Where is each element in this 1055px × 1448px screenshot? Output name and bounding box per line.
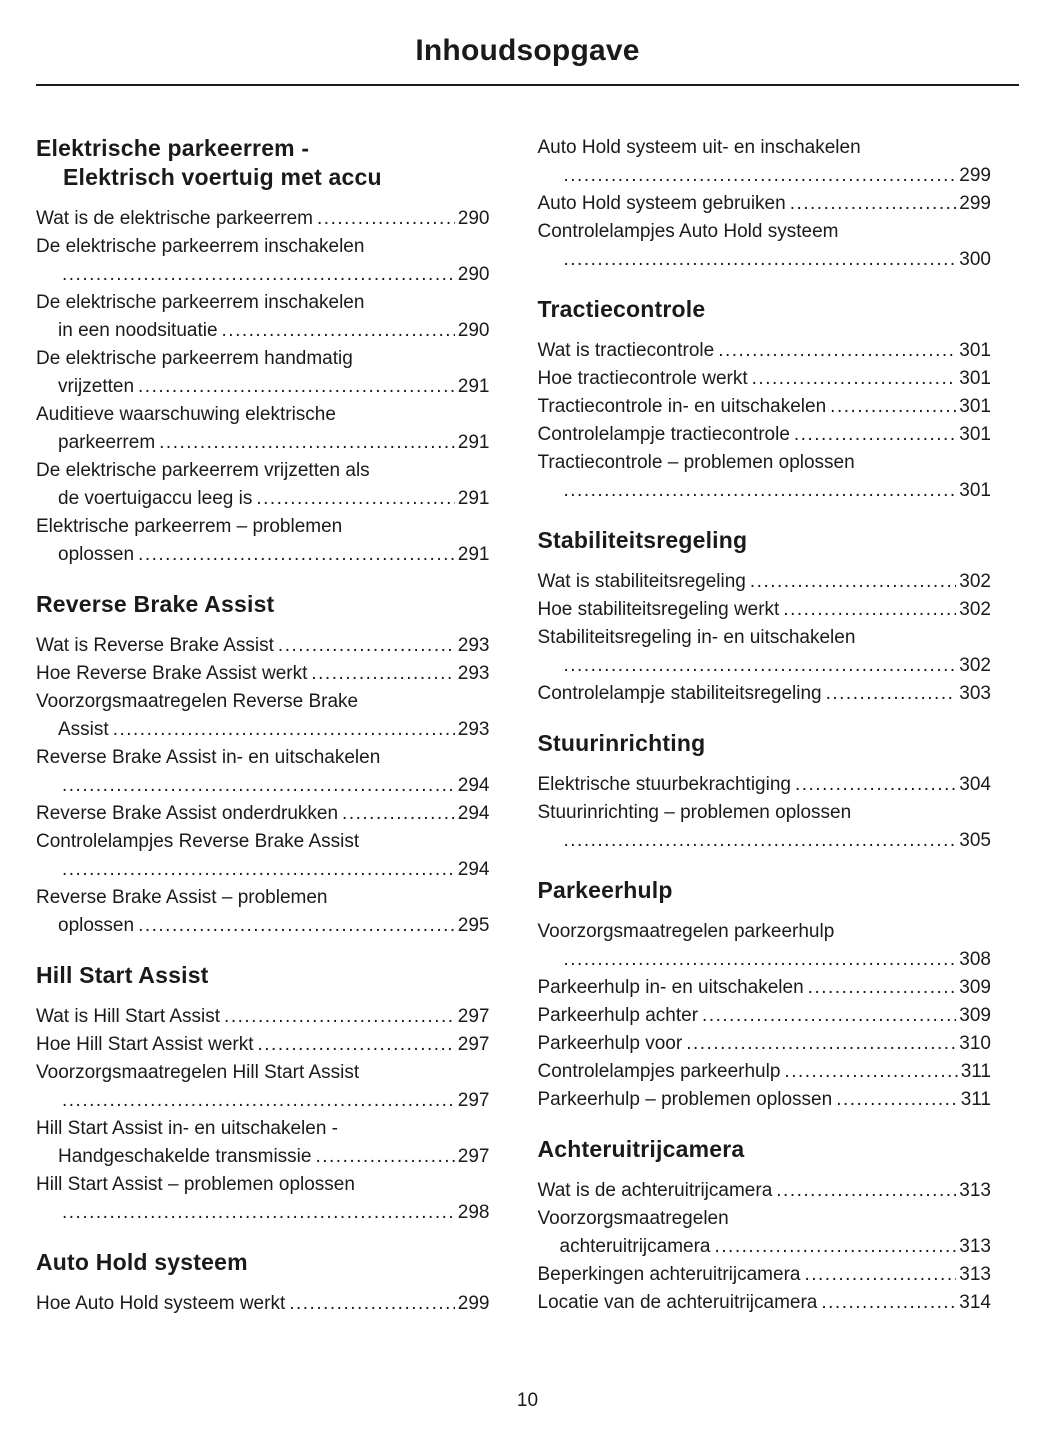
toc-entry-text: Reverse Brake Assist – problemen: [36, 887, 328, 908]
toc-entry-text: Locatie van de achteruitrijcamera: [537, 1292, 818, 1313]
leader-dots: [224, 1003, 455, 1031]
toc-entry: [538, 1177, 992, 1205]
toc-entry-text: achteruitrijcamera: [559, 1236, 711, 1257]
leader-dots: [804, 1261, 956, 1289]
leader-dots: [795, 771, 956, 799]
toc-entry-text: Voorzorgsmaatregelen parkeerhulp: [537, 921, 835, 942]
page-ref: 301: [959, 396, 991, 417]
toc-entry: [36, 688, 490, 744]
page-ref: 303: [959, 683, 991, 704]
toc-entry-leader: [36, 373, 490, 401]
leader-dots: [564, 827, 957, 855]
title-divider: [36, 84, 1019, 86]
toc-entry: [36, 884, 490, 940]
toc-entry: [538, 680, 992, 708]
leader-dots: [564, 652, 957, 680]
toc-entry-text: oplossen: [58, 544, 135, 565]
toc-entry-leader: [36, 772, 490, 800]
toc-entry: [538, 1058, 992, 1086]
toc-entry: [538, 771, 992, 799]
toc-entry-text: Auto Hold systeem gebruiken: [537, 193, 786, 214]
toc-entry-leader: [36, 1290, 490, 1318]
toc-entry: [36, 401, 490, 457]
leader-dots: [790, 190, 957, 218]
leader-dots: [113, 716, 455, 744]
toc-entry: [36, 289, 490, 345]
toc-entry-leader: [36, 1087, 490, 1115]
toc-entry-leader: [36, 716, 490, 744]
page-ref: 302: [959, 571, 991, 592]
toc-entry-leader: [36, 912, 490, 940]
toc-entry-leader: [36, 1143, 490, 1171]
toc-entry-leader: [36, 261, 490, 289]
toc-entry: [538, 421, 992, 449]
section-heading: Tractiecontrole: [537, 296, 706, 322]
leader-dots: [62, 1199, 455, 1227]
leader-dots: [62, 1087, 455, 1115]
toc-section: [36, 961, 490, 1227]
toc-section: [538, 1135, 992, 1317]
toc-entry-text: Wat is Hill Start Assist: [36, 1006, 221, 1027]
toc-entry-text: Controlelampjes Reverse Brake Assist: [36, 831, 360, 852]
leader-dots: [159, 429, 455, 457]
page-ref: 297: [457, 1034, 490, 1055]
page-ref: 305: [959, 830, 991, 851]
toc-entry: [36, 1171, 490, 1227]
toc-entry-leader: [538, 393, 992, 421]
toc-entry-leader: [538, 190, 992, 218]
toc-entry-text: Wat is de achteruitrijcamera: [537, 1180, 773, 1201]
leader-dots: [289, 1290, 455, 1318]
toc-entry-text: Tractiecontrole in- en uitschakelen: [537, 396, 827, 417]
toc-entry: [36, 660, 490, 688]
toc-column-left: [36, 134, 490, 1318]
toc-entry: [36, 1059, 490, 1115]
leader-dots: [138, 541, 455, 569]
toc-entry: [538, 365, 992, 393]
toc-entry-text: Voorzorgsmaatregelen Hill Start Assist: [36, 1062, 360, 1083]
toc-entry: [36, 828, 490, 884]
toc-entry: [36, 457, 490, 513]
page-ref: 295: [457, 915, 490, 936]
toc-entry-leader: [538, 1002, 992, 1030]
page-ref: 313: [959, 1180, 991, 1201]
toc-section: [538, 295, 992, 505]
page-ref: 294: [457, 859, 490, 880]
toc-entry-text: Auto Hold systeem uit- en inschakelen: [537, 137, 861, 158]
section-heading: Hill Start Assist: [36, 962, 209, 988]
toc-entry-text: Wat is de elektrische parkeerrem: [36, 208, 314, 229]
page-ref: 291: [457, 488, 490, 509]
section-heading: Elektrische parkeerrem - Elektrisch voertuig met accu: [36, 135, 382, 190]
leader-dots: [256, 485, 454, 513]
toc-entry-text: Parkeerhulp in- en uitschakelen: [537, 977, 804, 998]
page-ref: 310: [959, 1033, 991, 1054]
toc-entry-text: Handgeschakelde transmissie: [58, 1146, 312, 1167]
leader-dots: [808, 974, 957, 1002]
toc-entry-leader: [538, 1086, 992, 1114]
toc-entry-leader: [538, 246, 992, 274]
toc-entry-text: Elektrische parkeerrem – problemen: [36, 516, 343, 537]
toc-entry-text: Parkeerhulp – problemen oplossen: [537, 1089, 833, 1110]
toc-entry-leader: [538, 337, 992, 365]
leader-dots: [138, 912, 455, 940]
toc-entry-leader: [538, 1030, 992, 1058]
section-heading: Stabiliteitsregeling: [537, 527, 748, 553]
toc-entry-text: Parkeerhulp voor: [537, 1033, 683, 1054]
leader-dots: [715, 1233, 957, 1261]
page-ref: 311: [960, 1061, 991, 1082]
toc-columns: [36, 134, 1019, 1318]
toc-entry-text: in een noodsituatie: [58, 320, 218, 341]
toc-entry: [538, 449, 992, 505]
toc-entry-leader: [538, 421, 992, 449]
leader-dots: [278, 632, 455, 660]
toc-entry: [538, 596, 992, 624]
toc-entry: [36, 1290, 490, 1318]
toc-entry-text: Voorzorgsmaatregelen: [537, 1208, 729, 1229]
toc-entry-text: Hill Start Assist in- en uitschakelen -: [36, 1118, 339, 1139]
page-title: Inhoudsopgave: [415, 34, 640, 67]
page-ref: 302: [959, 599, 991, 620]
toc-entry-leader: [538, 771, 992, 799]
toc-entry-leader: [538, 1289, 992, 1317]
section-heading: Reverse Brake Assist: [36, 591, 275, 617]
page-ref: 293: [457, 663, 490, 684]
toc-entry-text: oplossen: [58, 915, 135, 936]
page-ref: 302: [959, 655, 991, 676]
toc-entry-leader: [538, 162, 992, 190]
toc-entry: [538, 1289, 992, 1317]
toc-section: [36, 590, 490, 940]
toc-entry-text: Hoe tractiecontrole werkt: [537, 368, 748, 389]
section-heading: Auto Hold systeem: [36, 1249, 248, 1275]
toc-entry-leader: [36, 429, 490, 457]
leader-dots: [342, 800, 455, 828]
toc-entry-leader: [36, 856, 490, 884]
toc-entry: [538, 918, 992, 974]
toc-entry-text: De elektrische parkeerrem handmatig: [36, 348, 353, 369]
page-ref: 304: [959, 774, 991, 795]
toc-entry-leader: [538, 568, 992, 596]
page-ref: 309: [959, 1005, 991, 1026]
toc-entry-text: Wat is tractiecontrole: [537, 340, 715, 361]
toc-entry-text: parkeerrem: [58, 432, 156, 453]
page-ref: 299: [959, 165, 991, 186]
toc-entry-leader: [36, 800, 490, 828]
toc-entry: [538, 568, 992, 596]
toc-entry: [36, 513, 490, 569]
toc-entry-text: Hoe Hill Start Assist werkt: [36, 1034, 254, 1055]
page-number: 10: [516, 1390, 539, 1411]
toc-entry-leader: [538, 946, 992, 974]
toc-entry: [538, 393, 992, 421]
leader-dots: [564, 246, 957, 274]
toc-entry-leader: [36, 632, 490, 660]
leader-dots: [315, 1143, 454, 1171]
toc-entry: [538, 1261, 992, 1289]
section-heading: Parkeerhulp: [537, 877, 673, 903]
toc-entry-text: Beperkingen achteruitrijcamera: [537, 1264, 801, 1285]
toc-entry-text: Hoe Auto Hold systeem werkt: [36, 1293, 286, 1314]
page-ref: 290: [457, 208, 490, 229]
toc-entry-leader: [538, 365, 992, 393]
page-ref: 309: [959, 977, 991, 998]
toc-entry-text: Controlelampje tractiecontrole: [537, 424, 790, 445]
toc-entry-leader: [538, 1177, 992, 1205]
page-ref: 314: [959, 1292, 991, 1313]
toc-entry: [538, 1205, 992, 1261]
page-ref: 290: [457, 320, 490, 341]
page-ref: 299: [457, 1293, 490, 1314]
toc-entry-text: De elektrische parkeerrem inschakelen: [36, 292, 365, 313]
page-ref: 311: [960, 1089, 991, 1110]
toc-entry-text: vrijzetten: [58, 376, 135, 397]
leader-dots: [222, 317, 455, 345]
page-ref: 291: [457, 432, 490, 453]
toc-entry-leader: [538, 596, 992, 624]
leader-dots: [62, 856, 455, 884]
toc-entry-leader: [538, 477, 992, 505]
toc-entry-text: Stabiliteitsregeling in- en uitschakelen: [537, 627, 856, 648]
toc-entry-text: Voorzorgsmaatregelen Reverse Brake: [36, 691, 359, 712]
toc-section: [538, 876, 992, 1114]
toc-entry-text: Hill Start Assist – problemen oplossen: [36, 1174, 355, 1195]
toc-entry: [538, 1002, 992, 1030]
toc-entry-leader: [36, 1031, 490, 1059]
toc-entry: [36, 205, 490, 233]
toc-entry: [538, 799, 992, 855]
section-heading: Achteruitrijcamera: [537, 1136, 745, 1162]
leader-dots: [784, 1058, 957, 1086]
leader-dots: [794, 421, 956, 449]
leader-dots: [718, 337, 956, 365]
leader-dots: [311, 660, 454, 688]
page-ref: 291: [457, 376, 490, 397]
toc-entry-text: Elektrische stuurbekrachtiging: [537, 774, 791, 795]
toc-section: [538, 134, 992, 274]
toc-entry-text: Controlelampjes Auto Hold systeem: [537, 221, 839, 242]
toc-entry-leader: [538, 1233, 992, 1261]
page-ref: 313: [959, 1264, 991, 1285]
toc-entry: [36, 345, 490, 401]
toc-entry: [36, 1115, 490, 1171]
toc-section: [538, 526, 992, 708]
toc-entry-text: Auditieve waarschuwing elektrische: [36, 404, 336, 425]
page-ref: 313: [959, 1236, 991, 1257]
toc-entry-text: Controlelampjes parkeerhulp: [537, 1061, 781, 1082]
leader-dots: [776, 1177, 956, 1205]
page-ref: 301: [959, 340, 991, 361]
toc-entry-text: de voertuigaccu leeg is: [58, 488, 253, 509]
page-ref: 297: [457, 1090, 490, 1111]
toc-entry-leader: [538, 680, 992, 708]
toc-entry-text: Controlelampje stabiliteitsregeling: [537, 683, 822, 704]
toc-entry-leader: [538, 652, 992, 680]
toc-section: [538, 729, 992, 855]
toc-entry: [538, 1086, 992, 1114]
toc-column-right: [538, 134, 992, 1318]
toc-entry-leader: [36, 660, 490, 688]
page-ref: 301: [959, 424, 991, 445]
toc-entry-leader: [538, 974, 992, 1002]
leader-dots: [750, 568, 956, 596]
toc-entry-text: De elektrische parkeerrem inschakelen: [36, 236, 365, 257]
toc-entry-text: Wat is stabiliteitsregeling: [537, 571, 746, 592]
toc-entry: [36, 233, 490, 289]
toc-entry: [538, 134, 992, 190]
toc-entry-text: Parkeerhulp achter: [537, 1005, 699, 1026]
page-ref: 294: [457, 803, 490, 824]
leader-dots: [258, 1031, 455, 1059]
page-ref: 297: [457, 1006, 490, 1027]
toc-entry-leader: [36, 1003, 490, 1031]
toc-entry-text: De elektrische parkeerrem vrijzetten als: [36, 460, 370, 481]
toc-entry-leader: [36, 317, 490, 345]
page-ref: 308: [959, 949, 991, 970]
toc-entry: [36, 800, 490, 828]
page-ref: 293: [457, 635, 490, 656]
leader-dots: [564, 477, 957, 505]
leader-dots: [836, 1086, 958, 1114]
toc-entry: [538, 1030, 992, 1058]
leader-dots: [62, 772, 455, 800]
toc-entry-text: Stuurinrichting – problemen oplossen: [537, 802, 852, 823]
toc-section: [36, 1248, 490, 1318]
page-ref: 290: [457, 264, 490, 285]
page-ref: 301: [959, 368, 991, 389]
leader-dots: [821, 1289, 956, 1317]
toc-entry: [36, 632, 490, 660]
toc-entry-leader: [36, 541, 490, 569]
leader-dots: [317, 205, 455, 233]
page-ref: 299: [959, 193, 991, 214]
leader-dots: [826, 680, 957, 708]
page-ref: 301: [959, 480, 991, 501]
toc-entry-text: Wat is Reverse Brake Assist: [36, 635, 274, 656]
toc-entry: [538, 624, 992, 680]
toc-entry: [36, 1003, 490, 1031]
leader-dots: [752, 365, 957, 393]
leader-dots: [138, 373, 455, 401]
page-ref: 294: [457, 775, 490, 796]
toc-entry-text: Tractiecontrole – problemen oplossen: [537, 452, 855, 473]
toc-entry: [538, 190, 992, 218]
leader-dots: [62, 261, 455, 289]
toc-entry: [538, 337, 992, 365]
toc-entry: [36, 744, 490, 800]
page-ref: 300: [959, 249, 991, 270]
page-ref: 291: [457, 544, 490, 565]
toc-entry-leader: [36, 205, 490, 233]
leader-dots: [702, 1002, 956, 1030]
toc-entry-leader: [36, 1199, 490, 1227]
leader-dots: [564, 946, 957, 974]
page-ref: 297: [457, 1146, 490, 1167]
toc-entry-leader: [538, 827, 992, 855]
toc-entry-text: Reverse Brake Assist onderdrukken: [36, 803, 339, 824]
toc-entry: [36, 1031, 490, 1059]
page-ref: 293: [457, 719, 490, 740]
toc-entry-leader: [538, 1058, 992, 1086]
toc-entry-leader: [538, 1261, 992, 1289]
toc-entry-text: Hoe Reverse Brake Assist werkt: [36, 663, 308, 684]
leader-dots: [564, 162, 957, 190]
toc-entry-text: Hoe stabiliteitsregeling werkt: [537, 599, 780, 620]
leader-dots: [830, 393, 956, 421]
page-ref: 298: [457, 1202, 490, 1223]
toc-entry: [538, 974, 992, 1002]
toc-entry-leader: [36, 485, 490, 513]
toc-entry-text: Assist: [58, 719, 109, 740]
leader-dots: [686, 1030, 956, 1058]
toc-entry-text: Reverse Brake Assist in- en uitschakelen: [36, 747, 381, 768]
leader-dots: [783, 596, 956, 624]
toc-entry: [538, 218, 992, 274]
toc-section: [36, 134, 490, 569]
section-heading: Stuurinrichting: [537, 730, 706, 756]
